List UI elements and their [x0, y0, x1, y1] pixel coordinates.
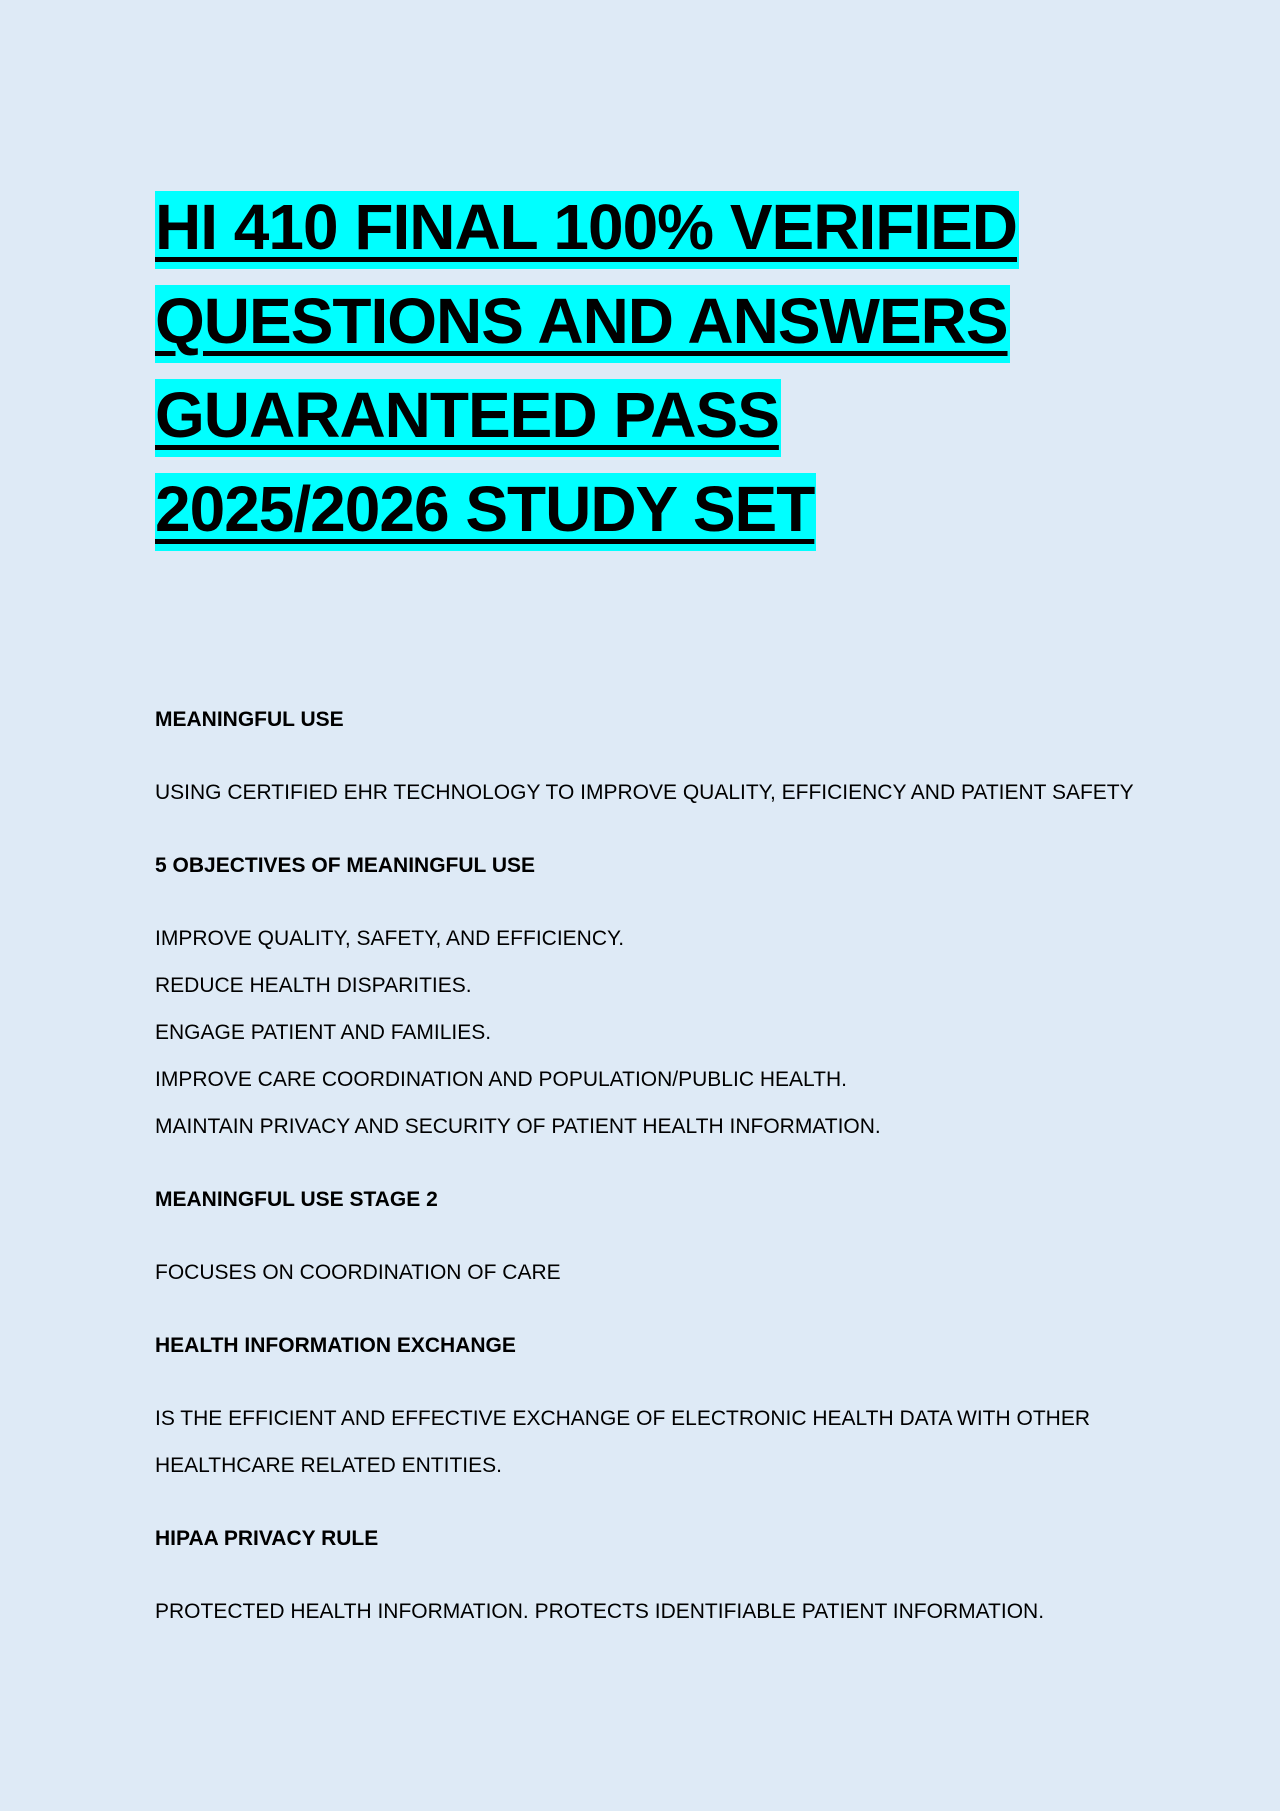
title-line-text: HI 410 FINAL 100% VERIFIED	[155, 191, 1019, 269]
definition-line: MAINTAIN PRIVACY AND SECURITY OF PATIENT HEALTH INFORMATION.	[155, 1115, 881, 1138]
title-line	[155, 274, 1135, 368]
definition-line: HEALTHCARE RELATED ENTITIES.	[155, 1454, 502, 1477]
term-heading: MEANINGFUL USE STAGE 2	[155, 1188, 438, 1211]
term-definition	[155, 1395, 1155, 1489]
definition-line: PROTECTED HEALTH INFORMATION. PROTECTS IDENTIFIABLE PATIENT INFORMATION.	[155, 1600, 1045, 1623]
definition-line: IMPROVE QUALITY, SAFETY, AND EFFICIENCY.	[155, 927, 625, 950]
definition-line: USING CERTIFIED EHR TECHNOLOGY TO IMPROVE QUALITY, EFFICIENCY AND PATIENT SAFETY	[155, 781, 1134, 804]
term-heading: HIPAA PRIVACY RULE	[155, 1527, 379, 1550]
definition-line: FOCUSES ON COORDINATION OF CARE	[155, 1261, 561, 1284]
definition-line: IMPROVE CARE COORDINATION AND POPULATION/PUBLIC HEALTH.	[155, 1068, 847, 1091]
document-title	[155, 180, 1135, 556]
title-line	[155, 462, 1135, 556]
title-line	[155, 368, 1135, 462]
term-definition	[155, 769, 1155, 816]
term-definition	[155, 915, 1155, 1150]
title-line-text: GUARANTEED PASS	[155, 379, 781, 457]
study-set-content	[155, 696, 1155, 1635]
term-heading: HEALTH INFORMATION EXCHANGE	[155, 1334, 516, 1357]
definition-line: IS THE EFFICIENT AND EFFECTIVE EXCHANGE OF ELECTRONIC HEALTH DATA WITH OTHER	[155, 1407, 1090, 1430]
definition-line: ENGAGE PATIENT AND FAMILIES.	[155, 1021, 492, 1044]
title-line-text: 2025/2026 STUDY SET	[155, 473, 816, 551]
title-line	[155, 180, 1135, 274]
term-heading: MEANINGFUL USE	[155, 708, 344, 731]
definition-line: REDUCE HEALTH DISPARITIES.	[155, 974, 472, 997]
title-line-text: QUESTIONS AND ANSWERS	[155, 285, 1010, 363]
term-definition	[155, 1588, 1155, 1635]
term-definition	[155, 1249, 1155, 1296]
term-heading: 5 OBJECTIVES OF MEANINGFUL USE	[155, 854, 535, 877]
